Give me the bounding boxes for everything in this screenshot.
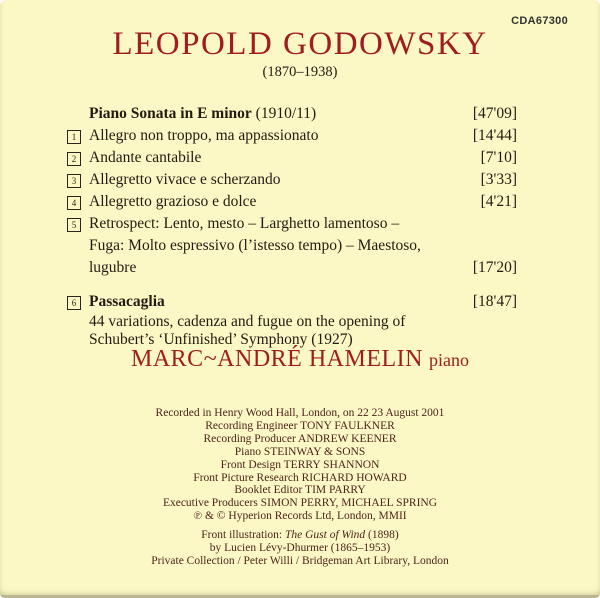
work-duration: [47'09] bbox=[472, 105, 517, 122]
illustration-year: (1898) bbox=[365, 529, 399, 542]
work-title-bold: Piano Sonata in E minor bbox=[89, 105, 252, 122]
track-number-box: 6 bbox=[67, 296, 81, 310]
track-duration: [14'44] bbox=[472, 127, 517, 144]
credit-line: Front Design TERRY SHANNON bbox=[220, 458, 380, 471]
credit-line: Booklet Editor TIM PARRY bbox=[234, 484, 366, 497]
credit-line: Piano STEINWAY & SONS bbox=[234, 445, 366, 458]
credit-line: Recording Engineer TONY FAULKNER bbox=[205, 419, 395, 432]
track-row bbox=[66, 291, 517, 313]
track-row bbox=[66, 169, 517, 191]
track-title: Allegro non troppo, ma appassionato bbox=[89, 127, 319, 144]
work2-desc-line1: 44 variations, cadenza and fugue on the opening of bbox=[89, 313, 406, 330]
catalog-number: CDA67300 bbox=[511, 15, 568, 27]
track-row bbox=[66, 147, 517, 169]
illustration-artist: by Lucien Lévy-Dhurmer (1865–1953) bbox=[209, 542, 391, 555]
work-title-year: (1910/11) bbox=[251, 105, 317, 122]
track-duration: [7'10] bbox=[480, 149, 517, 166]
track-number-box: 4 bbox=[67, 196, 81, 210]
track-title-line2: Fuga: Molto espressivo (l’istesso tempo) – Maestoso, lugubre bbox=[89, 237, 421, 276]
track-row bbox=[66, 125, 517, 147]
credit-line: Recording Producer ANDREW KEENER bbox=[203, 432, 397, 445]
artist-instrument: piano bbox=[428, 350, 469, 370]
track-list bbox=[66, 103, 517, 349]
work2-title bbox=[89, 291, 465, 313]
composer-dates: (1870–1938) bbox=[262, 64, 338, 80]
track-duration: [17'20] bbox=[472, 259, 517, 276]
work2-description bbox=[66, 313, 517, 349]
track-title: Andante cantabile bbox=[89, 149, 202, 166]
track-title-line1: Retrospect: Lento, mesto – Larghetto lamentoso – bbox=[89, 215, 400, 232]
work-title bbox=[89, 103, 465, 125]
credit-line: Front Picture Research RICHARD HOWARD bbox=[193, 471, 407, 484]
track-number-box: 5 bbox=[67, 218, 81, 232]
illustration-prefix: Front illustration: bbox=[201, 529, 285, 542]
track-duration: [18'47] bbox=[472, 293, 517, 310]
illustration-title: The Gust of Wind bbox=[284, 529, 366, 542]
illustration-source: Private Collection / Peter Willi / Bridgeman Art Library, London bbox=[151, 554, 449, 567]
credits-block bbox=[0, 407, 600, 568]
track-number-box: 2 bbox=[67, 152, 81, 166]
track-title: Allegretto grazioso e dolce bbox=[89, 193, 257, 210]
track-row bbox=[66, 213, 517, 279]
composer-name: LEOPOLD GODOWSKY bbox=[112, 26, 488, 62]
work2-block bbox=[66, 291, 517, 349]
track-duration: [4'21] bbox=[480, 193, 517, 210]
track-duration: [3'33] bbox=[480, 171, 517, 188]
credit-line: ℗ & © Hyperion Records Ltd, London, MMII bbox=[193, 510, 407, 523]
artist-line bbox=[0, 346, 600, 373]
track-row bbox=[66, 191, 517, 213]
work2-desc-line2: Schubert’s ‘Unfinished’ Symphony (1927) bbox=[89, 331, 353, 348]
work2-title-bold: Passacaglia bbox=[89, 293, 165, 310]
artist-name: MARC~ANDRÉ HAMELIN bbox=[131, 346, 423, 372]
credit-line: Executive Producers SIMON PERRY, MICHAEL SPRING bbox=[162, 497, 438, 510]
track-number-box: 1 bbox=[67, 130, 81, 144]
track-title bbox=[89, 213, 465, 279]
track-number-box: 3 bbox=[67, 174, 81, 188]
track-title: Allegretto vivace e scherzando bbox=[89, 171, 281, 188]
illustration-line bbox=[0, 529, 600, 542]
work-heading-row bbox=[66, 103, 517, 125]
credit-line: Recorded in Henry Wood Hall, London, on 22 23 August 2001 bbox=[155, 407, 445, 419]
